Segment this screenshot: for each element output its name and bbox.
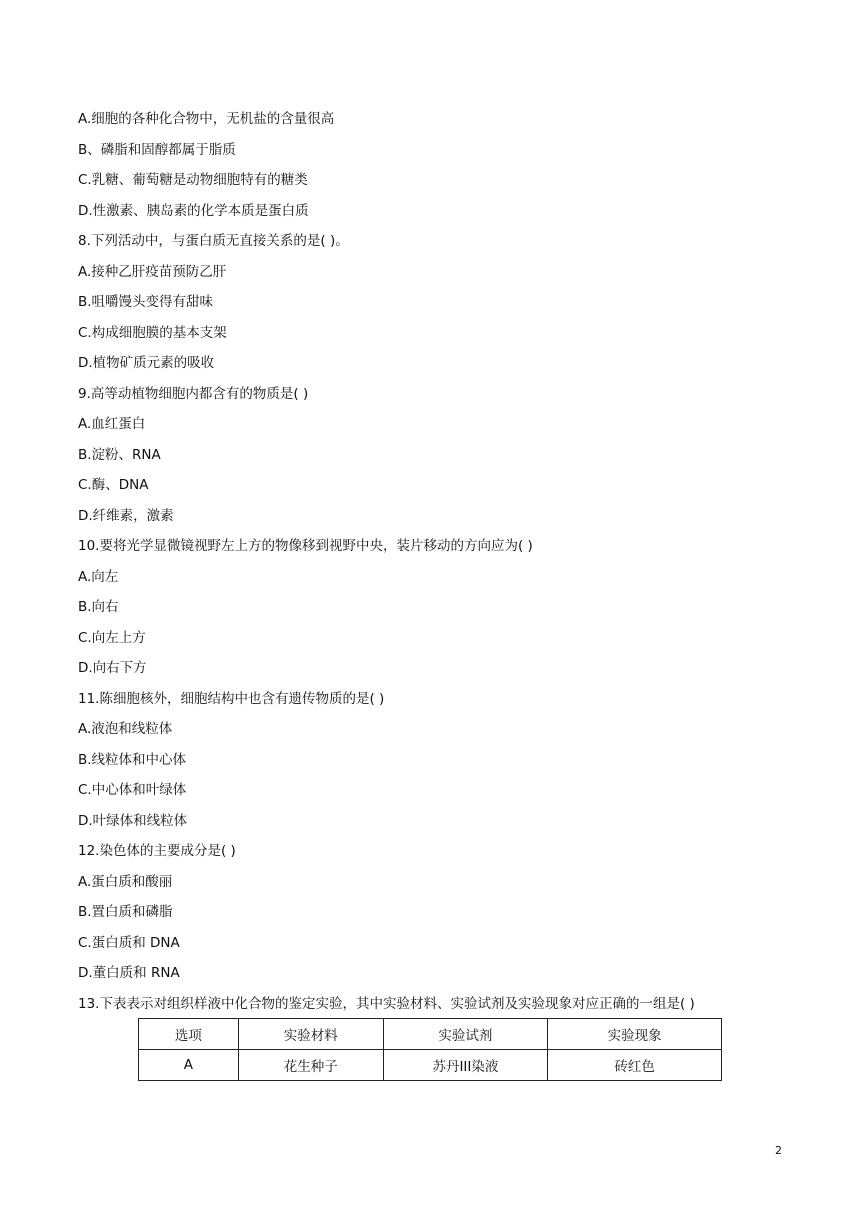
option-line: D.向右下方 xyxy=(78,660,147,676)
option-line: D.纤维素，激素 xyxy=(78,508,174,524)
option-line: C.酶、DNA xyxy=(78,477,149,493)
option-line: B.淀粉、RNA xyxy=(78,447,161,463)
option-line: C.向左上方 xyxy=(78,630,146,646)
table-cell: 花生种子 xyxy=(238,1050,383,1081)
option-line: D.董白质和 RNA xyxy=(78,965,180,981)
table-header-cell: 实验材料 xyxy=(238,1019,383,1050)
option-line: B.线粒体和中心体 xyxy=(78,752,187,768)
option-line: B.向右 xyxy=(78,599,119,615)
table-header-cell: 实验现象 xyxy=(548,1019,722,1050)
option-line: A.接种乙肝疫苗预防乙肝 xyxy=(78,264,227,280)
option-line: D.性激素、胰岛素的化学本质是蛋白质 xyxy=(78,203,309,219)
option-line: A.向左 xyxy=(78,569,119,585)
option-line: B、磷脂和固醇都属于脂质 xyxy=(78,142,236,158)
option-line: A.细胞的各种化合物中，无机盐的含量很高 xyxy=(78,111,335,127)
question-line: 8.下列活动中，与蛋白质无直接关系的是( )。 xyxy=(78,233,349,249)
table-header-cell: 选项 xyxy=(139,1019,239,1050)
question-line: 11.陈细胞核外，细胞结构中也含有遗传物质的是( ) xyxy=(78,691,385,707)
option-line: A.液泡和线粒体 xyxy=(78,721,173,737)
page-number: 2 xyxy=(775,1144,782,1157)
question-line: 10.要将光学显微镜视野左上方的物像移到视野中央，装片移动的方向应为( ) xyxy=(78,538,533,554)
option-line: C.乳糖、葡萄糖是动物细胞特有的糖类 xyxy=(78,172,308,188)
table-cell: A xyxy=(139,1050,239,1081)
table-cell: 苏丹III染液 xyxy=(383,1050,548,1081)
option-line: A.蛋白质和酸丽 xyxy=(78,874,173,890)
option-line: A.血红蛋白 xyxy=(78,416,146,432)
question-line: 13.下表表示对组织样液中化合物的鉴定实验，其中实验材料、实验试剂及实验现象对应正确的一组是( ) xyxy=(78,996,695,1012)
table-header-cell: 实验试剂 xyxy=(383,1019,548,1050)
question-line: 9.高等动植物细胞内都含有的物质是( ) xyxy=(78,386,309,402)
question-line: 12.染色体的主要成分是( ) xyxy=(78,843,236,859)
experiment-table xyxy=(138,1018,722,1081)
option-line: C.中心体和叶绿体 xyxy=(78,782,187,798)
table-row xyxy=(139,1050,722,1081)
option-line: D.植物矿质元素的吸收 xyxy=(78,355,215,371)
option-line: C.构成细胞膜的基本支架 xyxy=(78,325,227,341)
option-line: D.叶绿体和线粒体 xyxy=(78,813,188,829)
option-line: B.咀嚼馒头变得有甜味 xyxy=(78,294,214,310)
table-cell: 砖红色 xyxy=(548,1050,722,1081)
option-line: C.蛋白质和 DNA xyxy=(78,935,180,951)
table-header-row xyxy=(139,1019,722,1050)
option-line: B.置白质和磷脂 xyxy=(78,904,173,920)
